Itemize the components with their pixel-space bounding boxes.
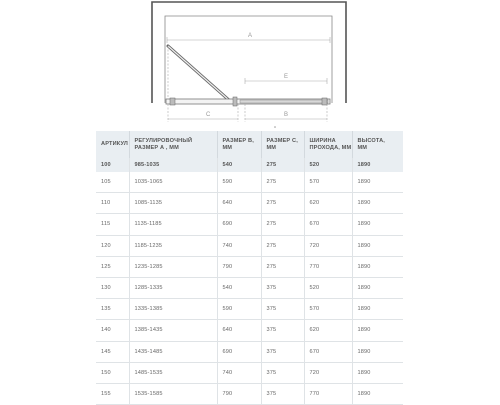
cell-adjust-size-a: 1035-1065 xyxy=(129,172,217,193)
shower-door-diagram xyxy=(0,0,500,130)
cell-adjust-size-a: 1485-1535 xyxy=(129,362,217,383)
cell-article: 105 xyxy=(96,172,129,193)
cell-size-c: 275 xyxy=(261,172,304,193)
cell-size-b: 690 xyxy=(217,341,261,362)
cell-passage-width: 520 xyxy=(304,277,352,298)
cell-passage-width: 570 xyxy=(304,172,352,193)
header-size-b: РАЗМЕР B, ММ xyxy=(217,131,261,158)
table-row xyxy=(96,277,403,298)
cell-size-c: 375 xyxy=(261,341,304,362)
cell-height: 1890 xyxy=(352,256,403,277)
cell-adjust-size-a: 1335-1385 xyxy=(129,299,217,320)
cell-size-b: 740 xyxy=(217,235,261,256)
cell-article: 130 xyxy=(96,277,129,298)
cell-passage-width: 670 xyxy=(304,341,352,362)
cell-adjust-size-a: 1235-1285 xyxy=(129,256,217,277)
cell-size-b: 590 xyxy=(217,172,261,193)
fixed-panel xyxy=(240,100,328,103)
cell-size-c: 275 xyxy=(261,158,304,172)
table-row xyxy=(96,362,403,383)
cell-size-c: 275 xyxy=(261,256,304,277)
niche-inner-outline xyxy=(165,16,332,103)
diagram-svg xyxy=(0,0,500,130)
dimension-label-c: C xyxy=(206,112,211,118)
cell-adjust-size-a: 985-1035 xyxy=(129,158,217,172)
cell-size-c: 375 xyxy=(261,320,304,341)
cell-passage-width: 770 xyxy=(304,256,352,277)
cell-size-c: 275 xyxy=(261,235,304,256)
table-header-row xyxy=(96,131,403,158)
cell-height: 1890 xyxy=(352,320,403,341)
cell-size-c: 375 xyxy=(261,277,304,298)
cell-height: 1890 xyxy=(352,235,403,256)
cell-article: 100 xyxy=(96,158,129,172)
table-row xyxy=(96,341,403,362)
spec-table xyxy=(96,131,403,405)
cell-passage-width: 670 xyxy=(304,214,352,235)
dimension-label-b: B xyxy=(284,112,289,118)
cell-article: 135 xyxy=(96,299,129,320)
cell-size-c: 375 xyxy=(261,299,304,320)
header-passage-width: ШИРИНА ПРОХОДА, ММ xyxy=(304,131,352,158)
hinge-right xyxy=(322,98,327,105)
cell-adjust-size-a: 1135-1185 xyxy=(129,214,217,235)
cell-size-c: 375 xyxy=(261,362,304,383)
cell-article: 115 xyxy=(96,214,129,235)
cell-article: 110 xyxy=(96,193,129,214)
table-row xyxy=(96,235,403,256)
door-panel-swing-inner xyxy=(168,46,230,101)
cell-height: 1890 xyxy=(352,158,403,172)
table-row xyxy=(96,193,403,214)
spec-table-container xyxy=(96,131,403,405)
cell-article: 150 xyxy=(96,362,129,383)
cell-size-b: 540 xyxy=(217,158,261,172)
cell-passage-width: 770 xyxy=(304,383,352,404)
dimension-label-a: A xyxy=(248,33,253,39)
cell-passage-width: 520 xyxy=(304,158,352,172)
cell-size-b: 640 xyxy=(217,320,261,341)
cell-adjust-size-a: 1285-1335 xyxy=(129,277,217,298)
marker-dot xyxy=(274,126,276,128)
header-adjust-size-a: РЕГУЛИРОВОЧНЫЙ РАЗМЕР А , ММ xyxy=(129,131,217,158)
cell-passage-width: 620 xyxy=(304,193,352,214)
cell-height: 1890 xyxy=(352,299,403,320)
table-row xyxy=(96,299,403,320)
cell-passage-width: 620 xyxy=(304,320,352,341)
cell-article: 125 xyxy=(96,256,129,277)
table-row xyxy=(96,320,403,341)
cell-article: 120 xyxy=(96,235,129,256)
cell-height: 1890 xyxy=(352,214,403,235)
cell-passage-width: 570 xyxy=(304,299,352,320)
cell-passage-width: 720 xyxy=(304,235,352,256)
cell-height: 1890 xyxy=(352,277,403,298)
cell-size-b: 740 xyxy=(217,362,261,383)
cell-size-c: 275 xyxy=(261,214,304,235)
cell-passage-width: 720 xyxy=(304,362,352,383)
cell-adjust-size-a: 1535-1585 xyxy=(129,383,217,404)
table-row xyxy=(96,256,403,277)
cell-height: 1890 xyxy=(352,172,403,193)
cell-height: 1890 xyxy=(352,193,403,214)
table-row xyxy=(96,158,403,172)
dimension-label-e: E xyxy=(284,74,289,80)
cell-adjust-size-a: 1385-1435 xyxy=(129,320,217,341)
table-row xyxy=(96,383,403,404)
handle-center xyxy=(233,97,237,106)
cell-size-b: 790 xyxy=(217,256,261,277)
cell-article: 140 xyxy=(96,320,129,341)
cell-size-b: 640 xyxy=(217,193,261,214)
table-row xyxy=(96,172,403,193)
cell-height: 1890 xyxy=(352,383,403,404)
cell-article: 155 xyxy=(96,383,129,404)
cell-size-b: 790 xyxy=(217,383,261,404)
cell-adjust-size-a: 1435-1485 xyxy=(129,341,217,362)
cell-size-b: 540 xyxy=(217,277,261,298)
cell-height: 1890 xyxy=(352,362,403,383)
cell-adjust-size-a: 1185-1235 xyxy=(129,235,217,256)
niche-wall-outline xyxy=(152,2,346,103)
header-height: ВЫСОТА, ММ xyxy=(357,137,385,151)
cell-height: 1890 xyxy=(352,341,403,362)
cell-adjust-size-a: 1085-1135 xyxy=(129,193,217,214)
hinge-left xyxy=(170,98,175,105)
cell-size-c: 375 xyxy=(261,383,304,404)
cell-size-b: 590 xyxy=(217,299,261,320)
table-row xyxy=(96,214,403,235)
header-size-c: РАЗМЕР C, ММ xyxy=(261,131,304,158)
cell-article: 145 xyxy=(96,341,129,362)
cell-size-b: 690 xyxy=(217,214,261,235)
cell-size-c: 275 xyxy=(261,193,304,214)
header-article: АРТИКУЛ xyxy=(96,131,129,158)
